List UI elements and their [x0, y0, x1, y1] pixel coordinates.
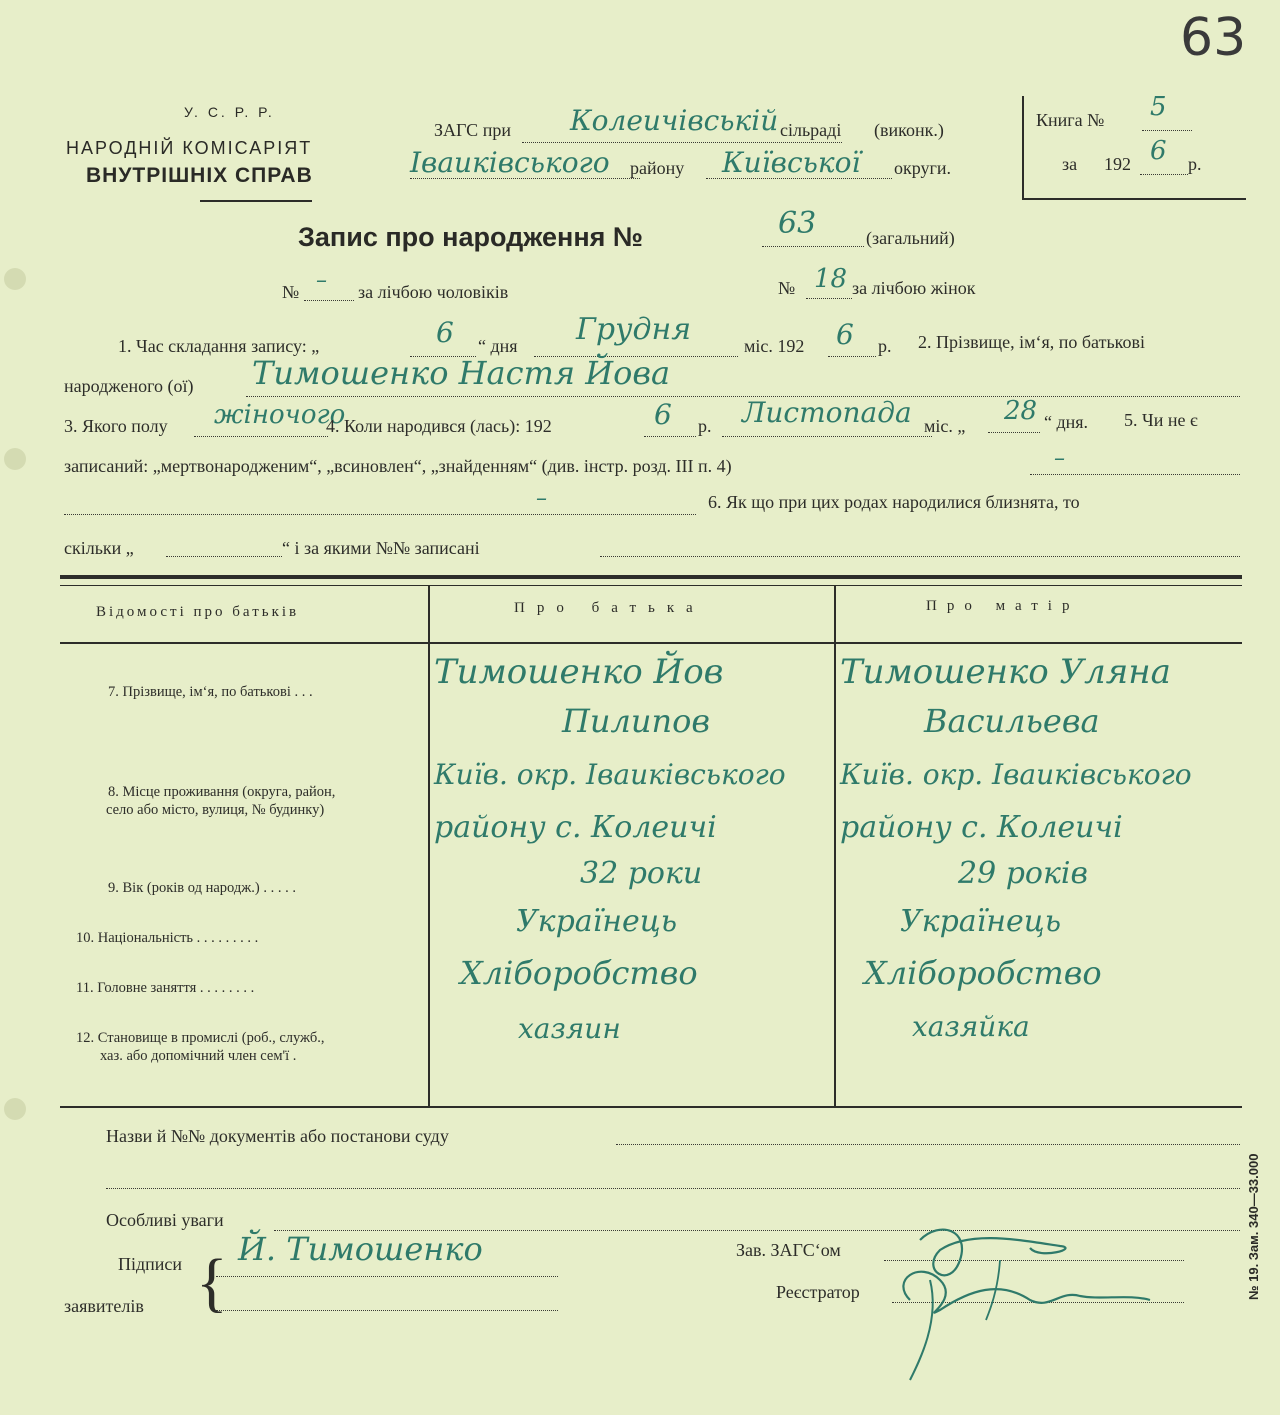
- record-number-line: [762, 246, 864, 247]
- women-line: [806, 298, 852, 299]
- f6-dash-value: –: [536, 486, 547, 511]
- f3-label: 3. Якого полу: [64, 416, 168, 436]
- official-signatures: [880, 1200, 1180, 1400]
- f1-day-value: 6: [436, 316, 454, 349]
- row10-label: 10. Національність . . . . . . . . .: [76, 930, 259, 946]
- divider: [200, 200, 312, 202]
- zags-pri-label: ЗАГС при: [434, 120, 511, 140]
- f1-month-value: Грудня: [576, 312, 692, 347]
- father-name-line1: Тимошенко Йов: [434, 652, 724, 692]
- f3-sex-line: [194, 436, 328, 437]
- f2-label: 2. Прізвище, ім‘я, по батькові: [918, 332, 1145, 352]
- f4-day-value: 28: [1004, 396, 1038, 426]
- f5-value: –: [1054, 446, 1065, 471]
- internal-affairs-label: ВНУТРІШНІХ СПРАВ: [86, 164, 313, 187]
- f4-r-label: р.: [698, 416, 712, 436]
- men-no-label: №: [282, 282, 300, 302]
- table-top-rule-thin: [60, 585, 1242, 586]
- commissariat-label: НАРОДНІЙ КОМІСАРІЯТ: [66, 138, 313, 158]
- book-year-value: 6: [1150, 136, 1167, 166]
- f1-r-label: р.: [878, 336, 892, 356]
- okrugy-label: округи.: [894, 158, 952, 178]
- registrator-label: Реєстратор: [776, 1282, 860, 1302]
- f4-year-value: 6: [654, 398, 672, 431]
- book-no-value: 5: [1150, 92, 1167, 122]
- row12-label: 12. Становище в промислі (роб., служб.,: [76, 1030, 325, 1046]
- docs-line-2: [106, 1188, 1240, 1189]
- book-box-bottom: [1022, 198, 1246, 200]
- docs-label: Назви й №№ документів або постанови суду: [106, 1126, 449, 1146]
- women-no-label: №: [778, 278, 796, 298]
- father-occupation: Хліборобство: [460, 954, 698, 992]
- father-status: хазяин: [518, 1012, 621, 1045]
- men-label: за лічбою чоловіків: [358, 282, 509, 302]
- book-year-prefix: 192: [1104, 154, 1131, 174]
- f4-day-line: [988, 432, 1040, 433]
- page-number: 63: [1180, 8, 1247, 68]
- row8-label: 8. Місце проживання (округа, район,: [108, 784, 336, 800]
- page-title: Запис про народження №: [298, 222, 644, 252]
- raionu-label: району: [630, 158, 685, 178]
- th-info: Відомості про батьків: [96, 604, 300, 620]
- f1-mis-label: міс. 192: [744, 336, 805, 356]
- f4-year-line: [644, 436, 696, 437]
- book-year-za: за: [1062, 154, 1078, 174]
- table-header-rule: [60, 642, 1242, 644]
- mother-residence-line1: Київ. окр. Іваиківського: [840, 758, 1192, 791]
- punch-hole: [4, 268, 26, 290]
- book-year-line: [1140, 174, 1188, 175]
- men-line: [304, 300, 354, 301]
- book-year-r: р.: [1188, 154, 1202, 174]
- mother-name-line1: Тимошенко Уляна: [840, 652, 1171, 692]
- f5-line2: записаний: „мертвонародженим“, „всиновлен“, „знайденням“ (див. інстр. розд. III п. 4): [64, 456, 732, 476]
- punch-hole: [4, 1098, 26, 1120]
- f5-line: [1030, 474, 1240, 475]
- f1-year-value: 6: [836, 318, 854, 351]
- vykonk-label: (виконк.): [874, 120, 944, 140]
- signature-line-1: [216, 1276, 558, 1277]
- f3-sex-value: жіночого: [214, 400, 346, 430]
- book-label: Книга №: [1036, 110, 1105, 130]
- applicant-signature: Й. Тимошенко: [238, 1230, 483, 1268]
- father-residence-line1: Київ. окр. Іваиківського: [434, 758, 786, 791]
- f4-label: 4. Коли народився (лась): 192: [326, 416, 552, 436]
- table-col-divider-2: [834, 586, 836, 1106]
- f6-label: 6. Як що при цих родах народилися близнята, то: [708, 492, 1080, 512]
- women-label: за лічбою жінок: [852, 278, 976, 298]
- f1-dnya-label: “ дня: [478, 336, 518, 356]
- f1-year-line: [828, 356, 876, 357]
- father-nationality: Українець: [516, 904, 678, 939]
- mother-name-line2: Васильева: [924, 702, 1100, 740]
- signature-line-2: [216, 1310, 558, 1311]
- signatures-label: Підписи: [118, 1254, 183, 1274]
- f1-label: 1. Час складання запису: „: [118, 336, 320, 356]
- punch-hole: [4, 448, 26, 470]
- f6-i-label: “ і за якими №№ записані: [282, 538, 480, 558]
- f2-narodzh-label: народженого (ої): [64, 376, 194, 396]
- docs-line: [616, 1144, 1240, 1145]
- child-name-value: Тимошенко Настя Йова: [252, 354, 671, 392]
- book-no-line: [1142, 130, 1192, 131]
- ussr-label: У. С. Р. Р.: [184, 104, 275, 120]
- f5-label: 5. Чи не є: [1124, 410, 1198, 430]
- zags-village-line: [522, 142, 842, 143]
- father-name-line2: Пилипов: [562, 702, 710, 740]
- f6-pre-line: [64, 514, 696, 515]
- f6-numbers-line: [600, 556, 1240, 557]
- f4-month-value: Листопада: [742, 396, 912, 429]
- special-label: Особливі уваги: [106, 1210, 224, 1230]
- record-number-value: 63: [778, 206, 817, 241]
- applicants-label: заявителів: [64, 1296, 144, 1316]
- f4-dnya-label: “ дня.: [1044, 412, 1089, 432]
- th-father: Про батька: [514, 600, 705, 616]
- f4-mis-label: міс. „: [924, 416, 966, 436]
- mother-occupation: Хліборобство: [864, 954, 1102, 992]
- row9-label: 9. Вік (років од народж.) . . . . .: [108, 880, 296, 896]
- mother-status: хазяйка: [912, 1010, 1030, 1043]
- printer-mark: № 19. Зам. 340—33.000: [1246, 1153, 1261, 1300]
- brace: {: [196, 1246, 228, 1319]
- father-age: 32 роки: [580, 856, 703, 891]
- table-col-divider-1: [428, 586, 430, 1106]
- row7-label: 7. Прізвище, ім‘я, по батькові . . .: [108, 684, 313, 700]
- th-mother: Про матір: [926, 598, 1080, 614]
- f6-skilky-label: скільки „: [64, 538, 134, 558]
- raion-value: Іваиківського: [410, 146, 610, 179]
- table-top-rule: [60, 575, 1242, 579]
- general-label: (загальний): [866, 228, 955, 248]
- row12-label2: хаз. або допомічний член сем'ї .: [100, 1048, 297, 1064]
- zav-label: Зав. ЗАГС‘ом: [736, 1240, 841, 1260]
- mother-age: 29 років: [958, 856, 1088, 891]
- father-residence-line2: району с. Колеичі: [434, 810, 717, 845]
- silradi-label: сільраді: [780, 120, 842, 140]
- row11-label: 11. Головне заняття . . . . . . . .: [76, 980, 255, 996]
- table-bottom-rule: [60, 1106, 1242, 1108]
- mother-nationality: Українець: [900, 904, 1062, 939]
- mother-residence-line2: району с. Колеичі: [840, 810, 1123, 845]
- men-value: –: [316, 268, 327, 293]
- book-box-left: [1022, 96, 1024, 200]
- f4-month-line: [722, 436, 932, 437]
- f6-count-line: [166, 556, 282, 557]
- row8-label2: село або місто, вулиця, № будинку): [106, 802, 325, 818]
- women-value: 18: [814, 264, 848, 294]
- zags-village-value: Колеичівській: [570, 104, 779, 137]
- okrug-value: Київської: [722, 146, 861, 179]
